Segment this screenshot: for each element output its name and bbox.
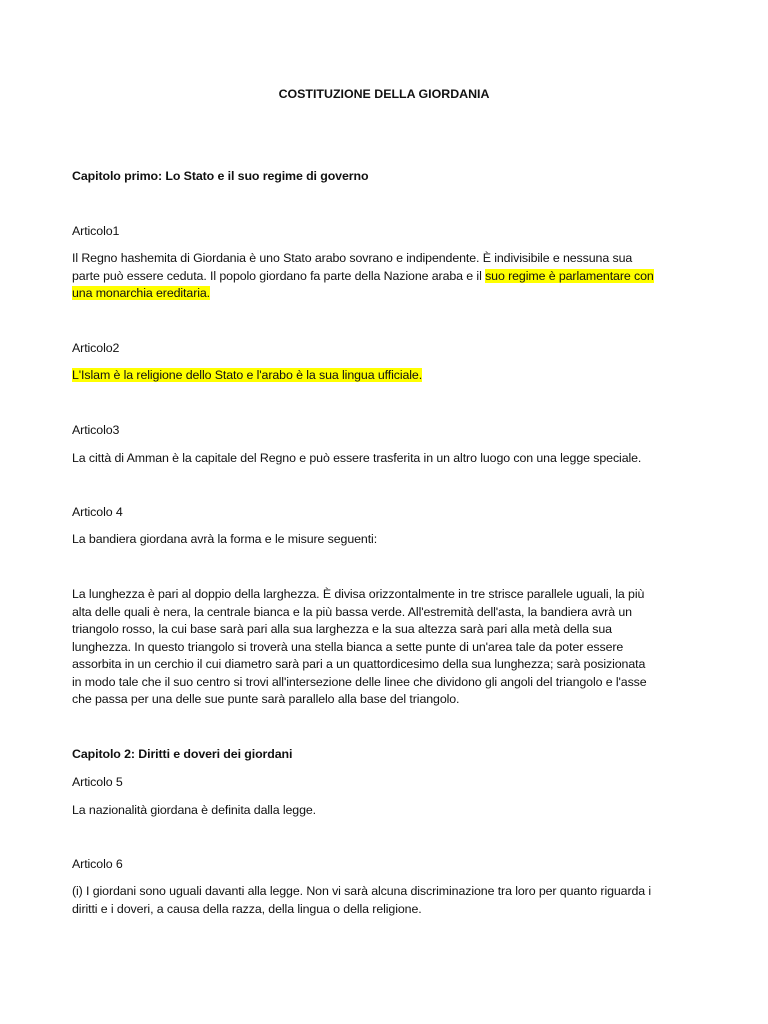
chapter-1-heading: Capitolo primo: Lo Stato e il suo regime di governo	[72, 169, 369, 183]
article-3-heading: Articolo3	[72, 423, 120, 437]
article-6-line-2: diritti e i doveri, a causa della razza, della lingua o della religione.	[72, 901, 422, 916]
article-4-line-6: in modo tale che il suo centro si trovi all'intersezione delle linee che dividono gli angoli del triangolo e l'asse	[72, 674, 647, 689]
article-6-text	[72, 883, 702, 918]
chapter-2-heading: Capitolo 2: Diritti e doveri dei giordani	[72, 747, 293, 761]
article-2-text	[72, 367, 422, 385]
article-2-highlight: L'Islam è la religione dello Stato e l'arabo è la sua lingua ufficiale.	[72, 368, 423, 382]
article-1-line-2	[72, 268, 702, 286]
document-title: COSTITUZIONE DELLA GIORDANIA	[278, 87, 490, 101]
article-4-line-7: che passa per una delle sue punte sarà parallelo alla base del triangolo.	[72, 692, 460, 706]
article-4-line-1: La lunghezza è pari al doppio della larghezza. È divisa orizzontalmente in tre strisce parallele uguali, la più	[72, 587, 645, 601]
article-2-heading: Articolo2	[72, 341, 120, 355]
article-1-highlight-b: una monarchia ereditaria.	[72, 286, 211, 300]
article-4-line-4: lunghezza. In questo triangolo si troverà una stella bianca a sette punte di un'area tale da poter essere	[72, 639, 624, 654]
article-4-line-3: triangolo rosso, la cui base sarà pari alla sua larghezza e la sua altezza sarà pari alla metà della sua	[72, 622, 612, 636]
article-1-line-1: Il Regno hashemita di Giordania è uno Stato arabo sovrano e indipendente. È indivisibile e nessuna sua	[72, 251, 633, 265]
article-3-text: La città di Amman è la capitale del Regno e può essere trasferita in un altro luogo con una legge speciale.	[72, 451, 642, 465]
article-1-line-2-plain: parte può essere ceduta. Il popolo giordano fa parte della Nazione araba e il	[72, 268, 486, 283]
article-4-line-2: alta delle quali è nera, la centrale bianca e la più bassa verde. All'estremità dell'asta, la bandiera avrà un	[72, 604, 632, 619]
article-1-text	[72, 250, 702, 303]
article-5-heading: Articolo 5	[72, 775, 123, 789]
article-1-highlight-a: suo regime è parlamentare con	[485, 268, 654, 283]
article-4-line-5: assorbita in un cerchio il cui diametro sarà pari a un quattordicesimo della sua lunghezza; sarà posizionata	[72, 657, 646, 671]
article-4-text	[72, 586, 702, 709]
article-5-text: La nazionalità giordana è definita dalla legge.	[72, 803, 316, 817]
article-1-line-3	[72, 285, 702, 303]
article-6-heading: Articolo 6	[72, 857, 123, 871]
article-6-line-1: (i) I giordani sono uguali davanti alla legge. Non vi sarà alcuna discriminazione tra loro per quanto riguarda i	[72, 884, 652, 898]
article-1-heading: Articolo1	[72, 224, 120, 238]
article-4-intro: La bandiera giordana avrà la forma e le misure seguenti:	[72, 532, 378, 546]
article-4-heading: Articolo 4	[72, 505, 123, 519]
